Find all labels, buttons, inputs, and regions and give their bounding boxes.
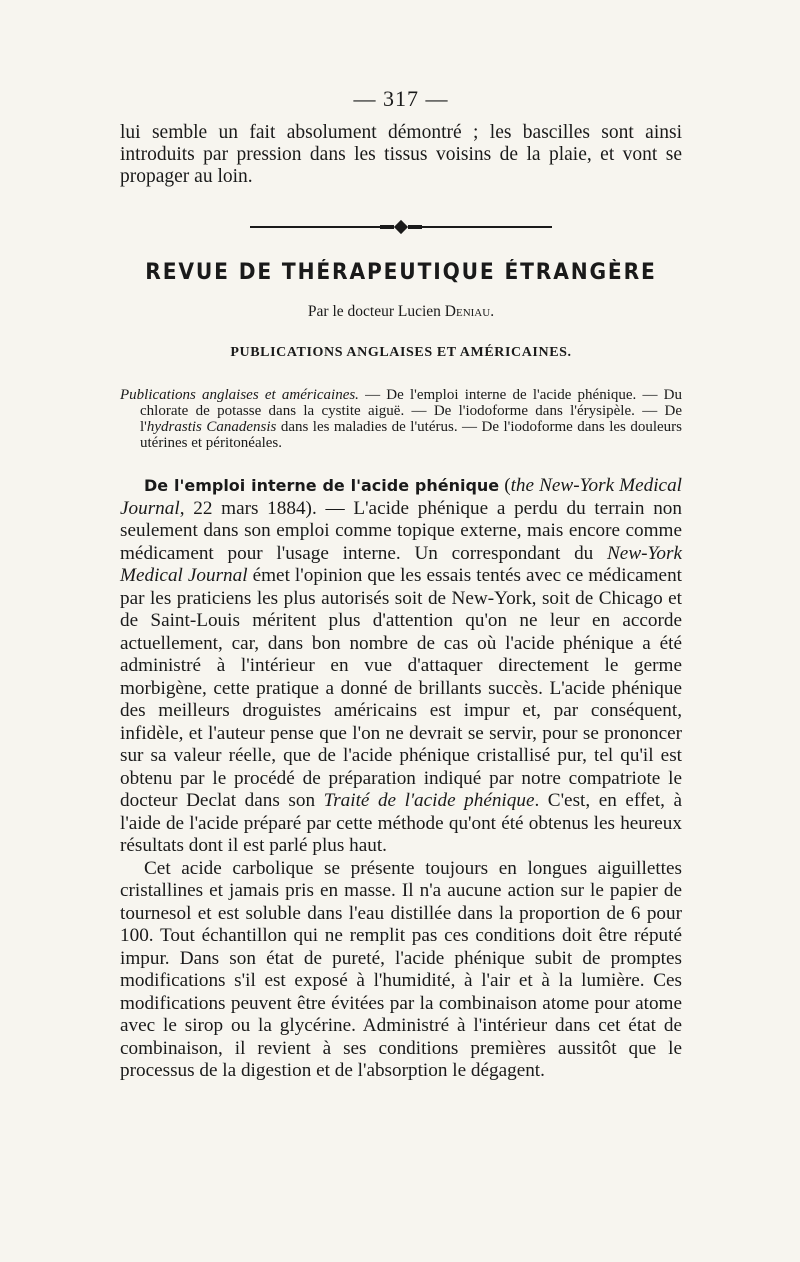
section-divider-ornament xyxy=(120,222,682,232)
summary-paragraph xyxy=(120,387,682,451)
subsection-title: PUBLICATIONS ANGLAISES ET AMÉRICAINES. xyxy=(230,345,572,360)
divider-diamond xyxy=(394,220,408,234)
summary-italic-heading: Publications anglaises et américaines. xyxy=(120,387,359,403)
article-journal-ref-2: New-York Medical Journal xyxy=(120,542,682,586)
byline xyxy=(120,303,682,321)
byline-prefix: Par le docteur Lucien xyxy=(307,303,441,320)
article-paragraph-1 xyxy=(120,475,682,858)
article-p1-c: émet l'opinion que les essais tentés avec ce médicament par les praticiens les plus autorisés soit de New-York, soit de Chicago et de Saint-Louis méritent plus d'attention qu'on ne leur en accorde actuellement, car, dans bon nombre de cas où l'acide phénique a été administré à l'intérieur en vue d'attaquer directement le germe morbigène, cette pratique a donné de brillants succès. L'acide phénique des meilleurs droguistes américains est impur et, par conséquent, infidèle, et l'auteur pense que l'on ne devrait se servir, pour se prononcer sur sa valeur réelle, que de l'acide phénique cristallisé pur, tel qu'il est obtenu par le procédé de préparation indiqué par notre compatriote le docteur Declat dans son xyxy=(120,565,683,811)
article-lead-title: De l'emploi interne de l'acide phénique xyxy=(144,476,500,495)
summary-text-2: dans les maladies de l'utérus. — De l'iodoforme dans les douleurs utérines et péritonéales. xyxy=(140,419,682,451)
section-title: REVUE DE THÉRAPEUTIQUE ÉTRANGÈRE xyxy=(145,260,657,285)
book-page xyxy=(120,86,682,1083)
article-p1-d: . C'est, en effet, à l'aide de l'acide préparé par cette méthode qu'ont été obtenus les heureux résultats dont il est parlé plus haut. xyxy=(120,790,682,856)
article-book-ref: Traité de l'acide phénique xyxy=(323,790,535,811)
divider-line-right xyxy=(422,226,552,228)
page-number: — 317 — xyxy=(353,86,449,111)
article-journal-ref-1: the New-York Medical Journal xyxy=(120,475,683,519)
byline-author: Deniau. xyxy=(444,303,495,320)
summary-text-1: — De l'emploi interne de l'acide phénique. — Du chlorate de potasse dans la cystite aiguë. — De l'iodoforme dans l'érysipèle. — De l' xyxy=(140,387,682,435)
intro-paragraph: lui semble un fait absolument démontré ; les bascilles sont ainsi introduits par pression dans les tissus voisins de la plaie, et vont se propager au loin. xyxy=(120,122,682,187)
divider-bar-right xyxy=(408,225,422,229)
summary-italic-plant: hydrastis Canadensis xyxy=(146,419,277,435)
article-p1-b: , 22 mars 1884). — L'acide phénique a perdu du terrain non seulement dans son emploi comme topique externe, mais encore comme médicament pour l'usage interne. Un correspondant du xyxy=(120,497,682,564)
divider-bar-left xyxy=(380,225,394,229)
article-paragraph-2: Cet acide carbolique se présente toujours en longues aiguillettes cristallines et jamais pris en masse. Il n'a aucune action sur le papier de tournesol et est soluble dans l'eau distillée dans la proportion de 6 pour 100. Tout échantillon qui ne remplit pas ces conditions doit être réputé impur. Dans son état de pureté, l'acide phénique subit de promptes modifications s'il est exposé à l'humidité, à l'air et à la lumière. Ces modifications peuvent être évitées par la combinaison atome pour atome avec le sirop ou la glycérine. Administré à l'intérieur dans cet état de combinaison, il revient à ses conditions premières aussitôt que le processus de la digestion et de l'absorption le dégagent. xyxy=(120,857,682,1081)
divider-line-left xyxy=(250,226,380,228)
article-p1-a: ( xyxy=(499,475,511,496)
